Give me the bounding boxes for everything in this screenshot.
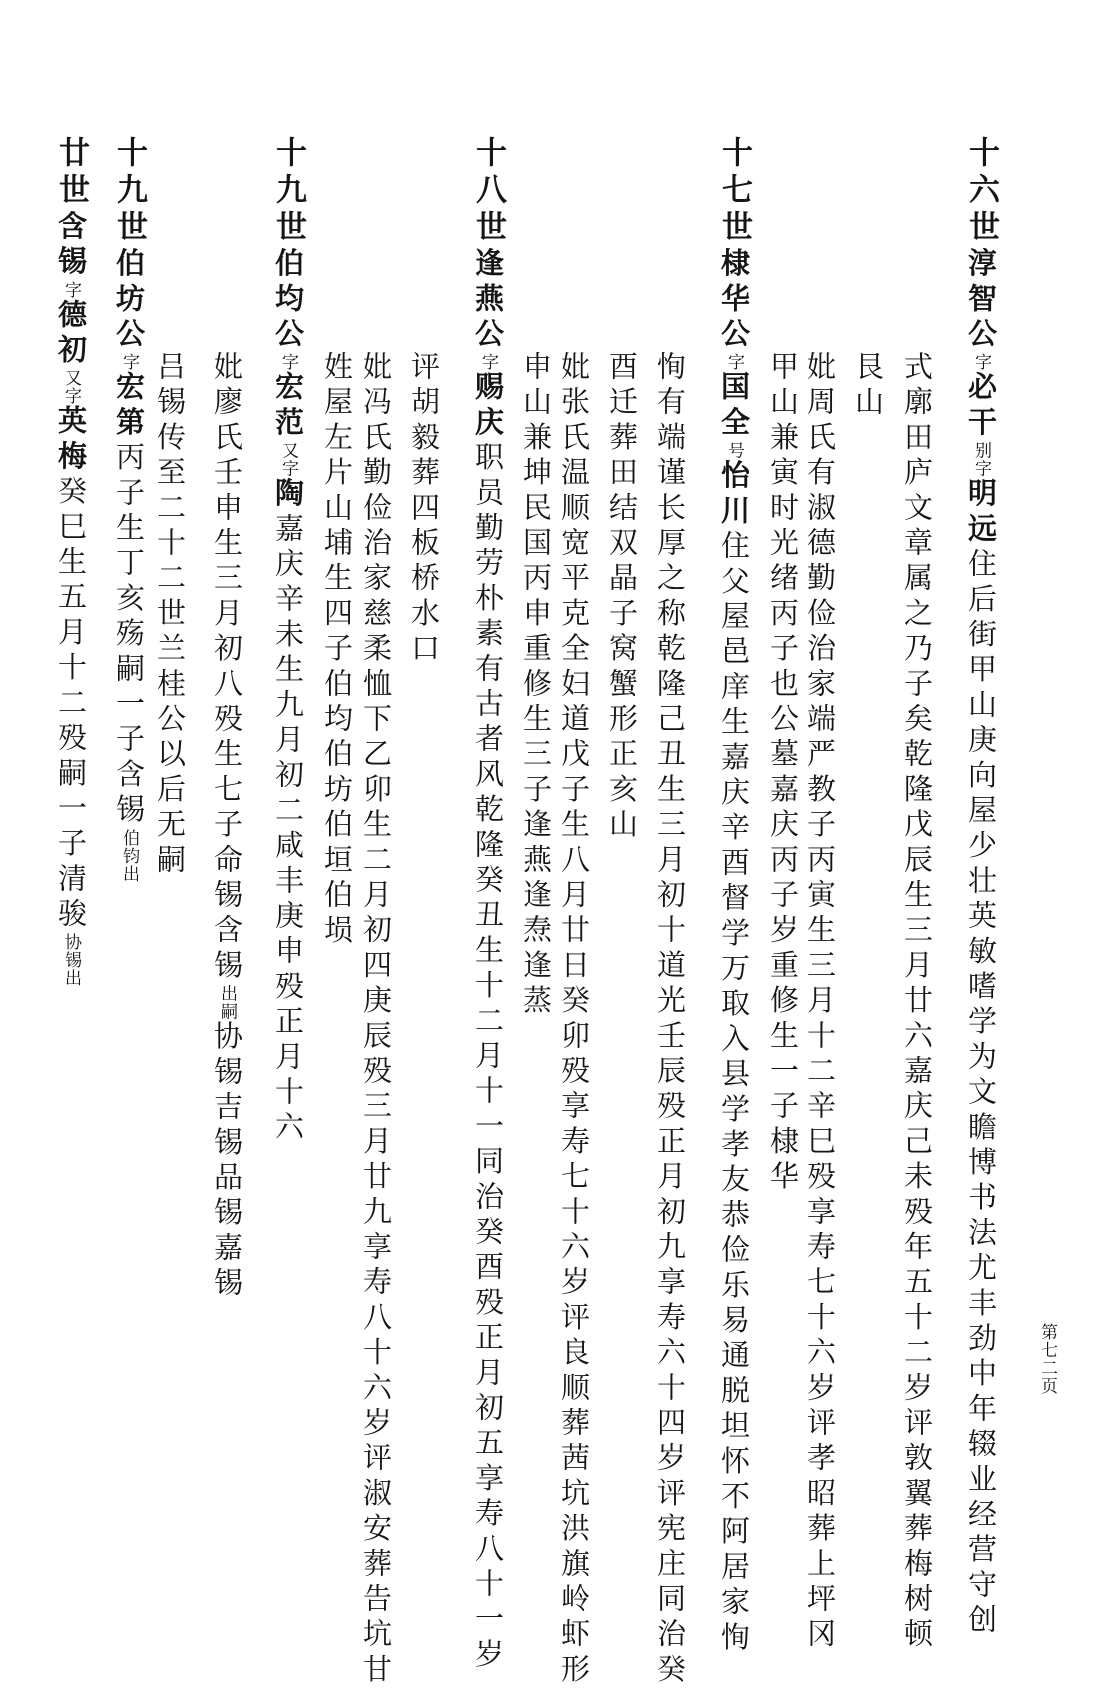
person-name: 锡 bbox=[54, 245, 88, 281]
annotation: 又字 bbox=[61, 369, 81, 406]
biography-text: 申山兼坤民国丙申重修 bbox=[519, 351, 553, 703]
courtesy-name: 宏第 bbox=[112, 371, 146, 442]
gen19-bojun-line2 bbox=[203, 351, 251, 1302]
biography-text: 姓屋左片山埔 bbox=[320, 351, 354, 563]
gen16-main-column bbox=[950, 136, 1012, 1639]
generation-label: 十九世 bbox=[111, 136, 147, 248]
annotation: 字 bbox=[971, 353, 991, 372]
child-name: 逢焘 bbox=[519, 879, 553, 950]
annotation: 伯钧出 bbox=[119, 828, 139, 883]
child-name: 伯垣 bbox=[320, 808, 354, 880]
heir-name: 清骏 bbox=[54, 862, 88, 934]
gen17-line4 bbox=[557, 351, 591, 1689]
biography-text: 嘉庆辛未生九月初二咸丰庚申殁正月十六 bbox=[271, 512, 305, 1147]
biography-text: 传至二十二世兰桂公以后无嗣 bbox=[153, 421, 187, 880]
biography-text: 妣廖氏壬申生三月初八 bbox=[210, 351, 244, 703]
generation-label: 十九世 bbox=[270, 136, 306, 248]
gen19-bojun-main-column bbox=[257, 136, 319, 1146]
annotation: 又字 bbox=[278, 441, 298, 478]
child-name: 协锡 bbox=[210, 1020, 244, 1092]
biography-text: 殁 bbox=[210, 703, 244, 739]
art-name: 怡川 bbox=[717, 459, 751, 531]
courtesy-name: 必干 bbox=[964, 371, 998, 442]
gen16-line4 bbox=[803, 351, 837, 1654]
biography-text: 妣张氏温顺宽平克全妇道戊子生八月廿日癸卯殁享寿七十六岁评良顺葬茜坑洪旗岭虾形 bbox=[557, 351, 591, 1689]
child-name: 含锡 bbox=[210, 914, 244, 985]
generation-label: 廿 bbox=[53, 136, 89, 174]
generation-label: 十八世 bbox=[470, 136, 506, 248]
heir-label: 嗣一子 bbox=[54, 757, 88, 863]
courtesy-name: 宏范 bbox=[271, 371, 305, 442]
generation-label: 十七世 bbox=[716, 136, 752, 248]
gen17-line5 bbox=[512, 351, 560, 1020]
gen20-main-column bbox=[40, 136, 102, 987]
annotation: 字 bbox=[119, 353, 139, 372]
annotation: 协锡出 bbox=[61, 933, 81, 988]
biography-text: 住父屋邑庠生嘉庆辛酉督学万取入县学孝友恭俭乐易通脱坦怀不阿居家恂 bbox=[717, 530, 751, 1657]
gen19-bofang-main-column bbox=[98, 136, 160, 883]
annotation: 字 bbox=[278, 353, 298, 372]
child-name: 伯埙 bbox=[320, 879, 354, 950]
annotation: 字 bbox=[61, 280, 81, 299]
biography-text: 恂有端谨长厚之称乾隆己丑生三月初十道光壬辰殁正月初九享寿六十四岁评宪庄同治癸 bbox=[653, 351, 687, 1689]
alias-name: 陶 bbox=[271, 477, 305, 513]
page-number: 第七二页 bbox=[1037, 1323, 1057, 1395]
heir-name: 含锡 bbox=[112, 758, 146, 829]
biography-text: 酉迁葬田结双晶子窝蟹形正亥山 bbox=[605, 351, 639, 844]
child-name: 伯均 bbox=[320, 667, 354, 739]
biography-text: 住后街甲山庚向屋少壮英敏嗜学为文瞻博书法尤丰劲中年辍业经营守创 bbox=[964, 548, 998, 1640]
alias-name: 英梅 bbox=[54, 405, 88, 476]
biography-text: 艮山 bbox=[851, 351, 885, 422]
child-name: 嘉锡 bbox=[210, 1231, 244, 1303]
person-name: 淳智公 bbox=[964, 247, 998, 354]
children-count: 生七子 bbox=[210, 738, 244, 844]
gen17-line3 bbox=[605, 351, 639, 844]
children-count: 生四子 bbox=[320, 562, 354, 668]
child-name: 品锡 bbox=[210, 1161, 244, 1232]
biography-text: 评胡毅葬四板桥水口 bbox=[407, 351, 441, 668]
child-name: 吉锡 bbox=[210, 1091, 244, 1162]
generation-label: 世 bbox=[53, 173, 89, 211]
gen16-line5 bbox=[759, 351, 807, 1196]
generation-label: 十六世 bbox=[963, 136, 999, 248]
biography-text: 妣冯氏勤俭治家慈柔恤下乙卯生二月初四庚辰殁三月廿九享寿八十六岁评淑安葬告坑甘 bbox=[359, 351, 393, 1689]
gen17-main-column bbox=[703, 136, 765, 1656]
gen18-line4 bbox=[313, 351, 361, 949]
child-name: 吕锡 bbox=[153, 351, 187, 422]
biography-text: 癸巳生五月十二殁 bbox=[54, 475, 88, 758]
heir-label: 嗣一子 bbox=[112, 652, 146, 759]
annotation: 字 bbox=[724, 353, 744, 372]
gen18-line3 bbox=[359, 351, 393, 1689]
annotation: 号 bbox=[724, 441, 744, 460]
biography-text: 式廓田庐文章属之乃子矣乾隆戊辰生三月廿六嘉庆己未殁年五十二岁评敦翼葬梅树顿 bbox=[900, 351, 934, 1654]
annotation: 字 bbox=[478, 353, 498, 372]
courtesy-name: 赐庆 bbox=[471, 371, 505, 442]
annotation: 出嗣 bbox=[217, 984, 237, 1021]
person-name: 伯坊公 bbox=[112, 247, 146, 354]
gen17-line2 bbox=[653, 351, 687, 1689]
gen18-main-column bbox=[457, 136, 519, 1674]
children-count: 生一子 bbox=[766, 1019, 800, 1126]
gen16-line2 bbox=[900, 351, 934, 1654]
child-name: 棣华 bbox=[766, 1125, 800, 1196]
courtesy-name: 德初 bbox=[54, 298, 88, 370]
courtesy-name: 国全 bbox=[717, 371, 751, 442]
alias-name: 明远 bbox=[964, 477, 998, 549]
biography-text: 职员勤劳朴素有古者风乾隆癸丑生十二月十一同治癸酉殁正月初五享寿八十一岁 bbox=[471, 441, 505, 1674]
child-name: 逢燕 bbox=[519, 808, 553, 880]
child-name: 伯坊 bbox=[320, 738, 354, 809]
annotation: 别字 bbox=[971, 441, 991, 478]
person-name: 伯均公 bbox=[271, 247, 305, 354]
gen16-line3 bbox=[851, 351, 885, 422]
person-name: 棣华公 bbox=[717, 247, 751, 354]
children-count: 生三子 bbox=[519, 703, 553, 809]
biography-text: 妣周氏有淑德勤俭治家端严教子丙寅生三月十二辛巳殁享寿七十六岁评孝昭葬上坪冈 bbox=[803, 351, 837, 1654]
biography-text: 甲山兼寅时光绪丙子也公墓嘉庆丙子岁重修 bbox=[766, 351, 800, 1020]
person-name: 逢燕公 bbox=[471, 247, 505, 354]
person-name: 含 bbox=[54, 210, 88, 246]
gen18-line2 bbox=[407, 351, 441, 668]
biography-text: 丙子生丁亥殇 bbox=[112, 441, 146, 653]
child-name: 逢蒸 bbox=[519, 949, 553, 1020]
child-name: 命锡 bbox=[210, 843, 244, 915]
